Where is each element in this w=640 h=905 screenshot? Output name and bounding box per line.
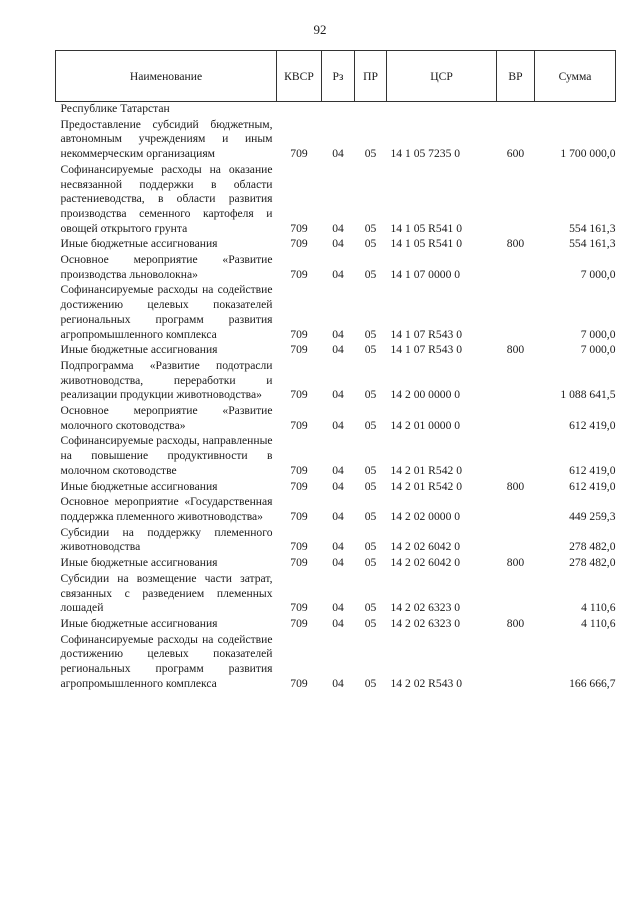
cell-vr: 800 [506,616,525,630]
cell-csr: 14 2 02 6323 0 [390,616,461,630]
cell-kvsr: 709 [290,676,308,690]
cell-rz: 04 [332,147,344,161]
cell-csr: 14 2 02 6323 0 [390,601,461,615]
cell-kvsr: 709 [290,479,308,493]
cell-csr: 14 2 01 R542 0 [390,479,462,493]
cell-sum: 4 110,6 [581,601,616,615]
header-pr: ПР [355,51,387,102]
cell-csr: 14 2 01 0000 0 [390,418,461,432]
cell-pr: 05 [364,418,377,432]
cell-kvsr: 709 [290,540,308,554]
cell-name: Субсидии на поддержку племенного животноводства [60,525,273,554]
cell-name: Основное мероприятие «Развитие производства льноволокна» [60,253,273,281]
cell-pr: 05 [364,509,377,523]
cell-name: Иные бюджетные ассигнования [60,237,218,251]
cell-rz: 04 [332,343,344,357]
table-row [56,343,616,359]
cell-name: Основное мероприятие «Государственная поддержка племенного животноводства» [60,495,273,523]
cell-sum: 278 482,0 [569,540,616,554]
cell-name: Основное мероприятие «Развитие молочного скотоводства» [60,404,273,432]
page-number: 92 [313,22,327,37]
table-row [56,617,616,633]
cell-kvsr: 709 [290,418,308,432]
table-row [56,572,616,617]
table-body [56,102,616,693]
cell-pr: 05 [364,540,377,554]
cell-csr: 14 2 02 0000 0 [390,509,461,523]
cell-pr: 05 [364,676,377,690]
table-row [56,118,616,163]
table-row [56,404,616,434]
cell-pr: 05 [364,601,377,615]
header-sum: Сумма [535,51,616,102]
cell-csr: 14 2 02 R543 0 [390,676,462,690]
cell-rz: 04 [332,479,344,493]
cell-sum: 4 110,6 [581,616,616,630]
cell-sum: 1 700 000,0 [560,147,616,161]
cell-vr [497,434,535,479]
header-vr: ВР [497,51,535,102]
cell-kvsr: 709 [290,267,308,281]
cell-name: Софинансируемые расходы, направленные на повышение продуктивности в молочном скотоводстве [60,434,273,477]
header-kvsr: КВСР [277,51,322,102]
cell-name: Подпрограмма «Развитие подотрасли животноводства, переработки и реализации продукции животноводства» [60,358,273,402]
cell-sum [535,102,616,118]
cell-csr: 14 1 07 R543 0 [390,327,462,341]
cell-pr: 05 [364,237,377,251]
cell-kvsr: 709 [290,556,308,570]
cell-rz: 04 [332,509,344,523]
cell-sum: 612 419,0 [569,463,616,477]
cell-kvsr: 709 [290,509,308,523]
budget-table [55,50,616,692]
cell-vr [497,633,535,693]
cell-vr [497,572,535,617]
cell-vr [497,495,535,525]
cell-vr [497,359,535,404]
cell-csr: 14 1 07 0000 0 [390,267,461,281]
cell-vr [497,526,535,556]
cell-sum: 554 161,3 [569,237,616,251]
cell-vr: 800 [506,479,525,493]
cell-sum: 449 259,3 [569,509,616,523]
table-row [56,163,616,238]
table-header-row [56,51,616,102]
table-row [56,480,616,496]
cell-pr [355,102,387,118]
cell-pr: 05 [364,327,377,341]
cell-csr: 14 1 05 R541 0 [390,237,462,251]
header-csr: ЦСР [387,51,497,102]
cell-vr: 800 [506,556,525,570]
cell-kvsr: 709 [290,616,308,630]
cell-kvsr: 709 [290,237,308,251]
header-rz: Рз [322,51,355,102]
cell-vr: 800 [506,343,525,357]
cell-rz: 04 [332,388,344,402]
cell-sum: 612 419,0 [569,418,616,432]
table-row [56,359,616,404]
cell-kvsr: 709 [290,327,308,341]
cell-vr: 800 [506,237,525,251]
cell-rz: 04 [332,676,344,690]
table-row [56,102,616,118]
cell-name: Иные бюджетные ассигнования [60,343,218,357]
cell-sum: 1 088 641,5 [560,388,616,402]
table-row [56,633,616,693]
cell-pr: 05 [364,147,377,161]
cell-sum: 278 482,0 [569,556,616,570]
cell-kvsr: 709 [290,221,308,235]
header-name: Наименование [56,51,277,102]
cell-kvsr: 709 [290,463,308,477]
table-row [56,556,616,572]
cell-rz: 04 [332,616,344,630]
cell-name: Иные бюджетные ассигнования [60,479,218,493]
cell-pr: 05 [364,267,377,281]
cell-name: Иные бюджетные ассигнования [60,616,218,630]
cell-rz: 04 [332,540,344,554]
cell-csr: 14 1 07 R543 0 [390,343,462,357]
cell-pr: 05 [364,616,377,630]
cell-rz: 04 [332,463,344,477]
cell-name: Софинансируемые расходы на оказание несвязанной поддержки в области растениеводства, в области развития производства семенного картофеля и овощей открытого грунта [60,162,273,235]
cell-rz: 04 [332,267,344,281]
cell-sum: 166 666,7 [569,676,616,690]
cell-vr [497,102,535,118]
cell-name: Предоставление субсидий бюджетным, автономным учреждениям и иным некоммерческим организациям [60,117,273,161]
cell-csr: 14 2 02 6042 0 [390,540,461,554]
cell-csr: 14 2 00 0000 0 [390,388,461,402]
cell-csr [387,102,497,118]
table-row [56,237,616,253]
cell-kvsr [277,102,322,118]
cell-rz: 04 [332,556,344,570]
cell-sum: 554 161,3 [569,221,616,235]
cell-pr: 05 [364,221,377,235]
cell-vr [497,404,535,434]
cell-rz: 04 [332,418,344,432]
cell-vr: 600 [506,147,525,161]
table-row [56,526,616,556]
cell-name: Софинансируемые расходы на содействие достижению целевых показателей региональных программ развития агропромышленного комплекса [60,283,273,341]
cell-csr: 14 1 05 7235 0 [390,147,461,161]
cell-pr: 05 [364,463,377,477]
cell-rz: 04 [332,237,344,251]
cell-rz [322,102,355,118]
cell-rz: 04 [332,327,344,341]
table-row [56,253,616,283]
cell-csr: 14 2 01 R542 0 [390,463,462,477]
cell-csr: 14 1 05 R541 0 [390,221,462,235]
table-row [56,434,616,479]
cell-rz: 04 [332,601,344,615]
cell-vr [497,163,535,238]
cell-sum: 7 000,0 [580,327,616,341]
cell-csr: 14 2 02 6042 0 [390,556,461,570]
cell-pr: 05 [364,479,377,493]
cell-kvsr: 709 [290,388,308,402]
cell-rz: 04 [332,221,344,235]
cell-pr: 05 [364,388,377,402]
cell-name: Субсидии на возмещение части затрат, связанных с разведением племенных лошадей [60,571,273,615]
cell-name: Софинансируемые расходы на содействие достижению целевых показателей региональных программ развития агропромышленного комплекса [60,632,273,690]
cell-vr [497,283,535,343]
cell-vr [497,253,535,283]
cell-name: Иные бюджетные ассигнования [60,556,218,570]
table-row [56,283,616,343]
cell-sum: 612 419,0 [569,479,616,493]
cell-kvsr: 709 [290,601,308,615]
cell-sum: 7 000,0 [580,267,616,281]
cell-name: Республике Татарстан [60,102,170,115]
cell-kvsr: 709 [290,147,308,161]
cell-sum: 7 000,0 [580,343,616,357]
table-row [56,495,616,525]
cell-pr: 05 [364,343,377,357]
cell-pr: 05 [364,556,377,570]
cell-kvsr: 709 [290,343,308,357]
